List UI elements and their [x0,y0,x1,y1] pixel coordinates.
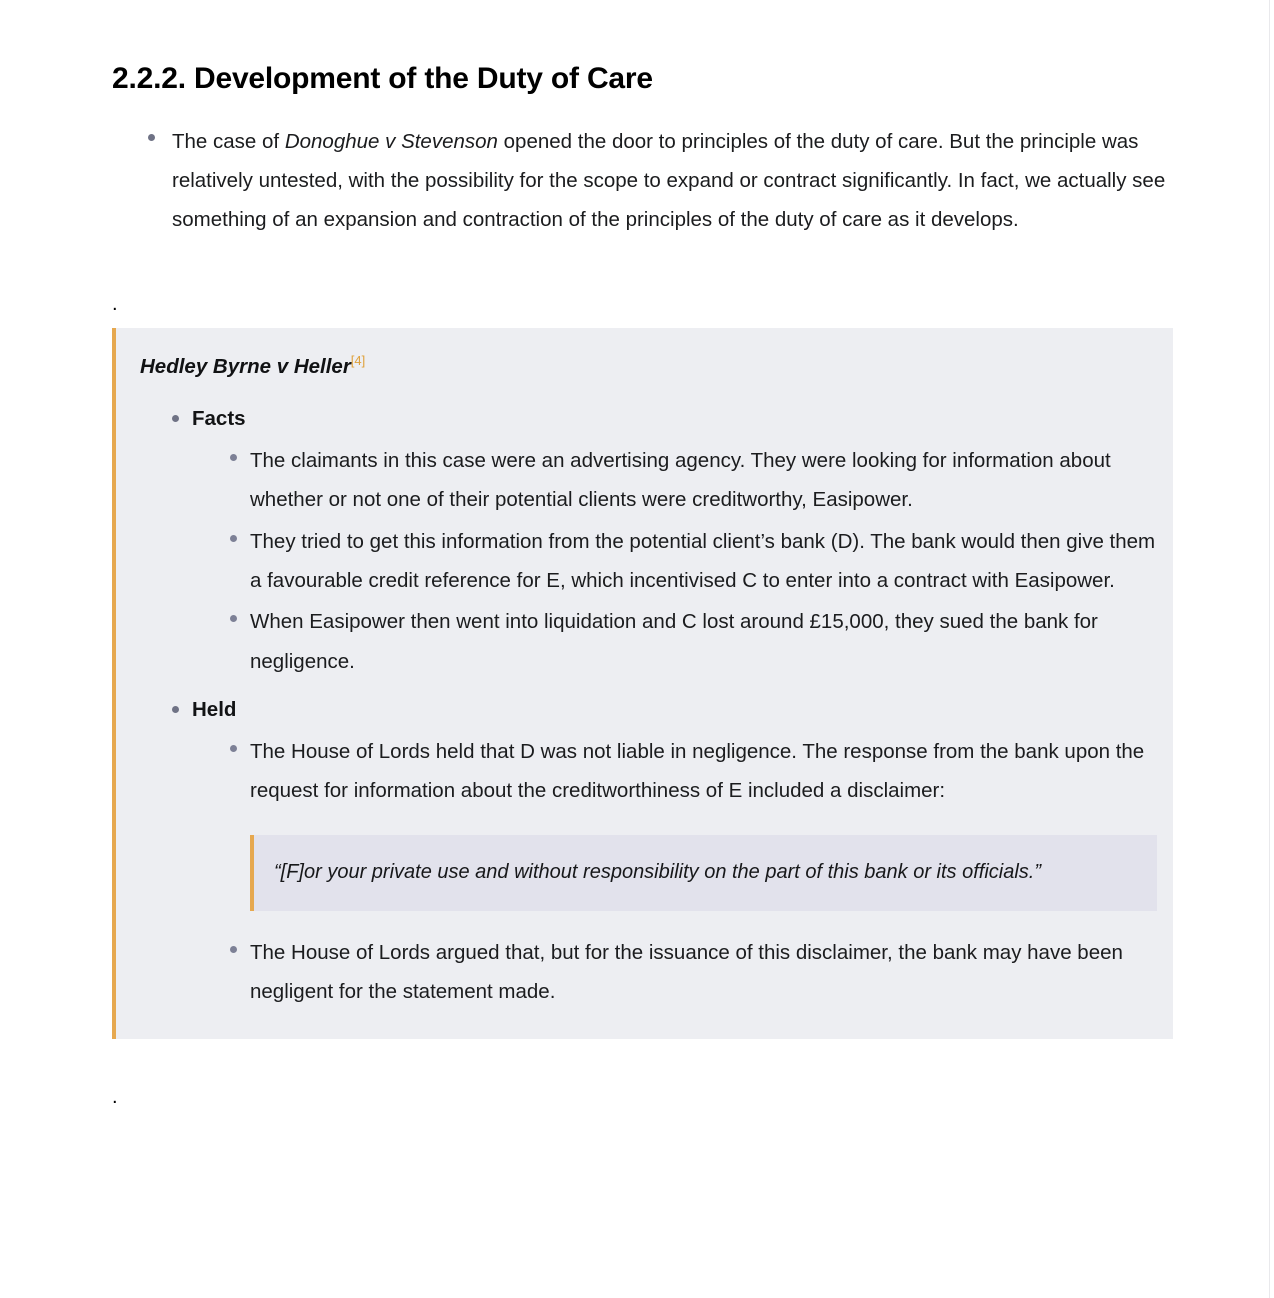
facts-point-3: When Easipower then went into liquidation and C lost around £15,000, they sued the bank for negligence. [250,610,1098,673]
separator-marker-top: . [112,292,118,315]
list-item [136,404,1157,681]
list-item [192,602,1157,681]
intro-paragraph [172,122,1166,240]
list-item [112,122,1166,240]
facts-point-1: The claimants in this case were an advertising agency. They were looking for information about whether or not one of their potential clients were creditworthy, Easipower. [250,448,1111,512]
case-sections-list [136,404,1157,1011]
held-point-2: The House of Lords argued that, but for the issuance of this disclaimer, the bank may have been negligent for the statement made. [250,940,1123,1003]
facts-point-2: They tried to get this information from the potential client’s bank (D). The bank would then give them a favourable credit reference for E, which incentivised C to enter into a contract with Easipower. [250,529,1156,593]
intro-bullet-list [112,122,1166,240]
footnote-reference-link[interactable]: [4] [350,352,366,368]
case-card-title-text: Hedley Byrne v Heller [140,354,351,378]
disclaimer-blockquote [250,835,1157,911]
held-points-list [192,732,1157,1011]
intro-segment-tail: opened the door to principles of the duty of care. But the principle was relatively untested, with the possibility for the scope to expand or contract significantly. In fact, we actually see something of an expansion and contraction of the principles of the duty of care as it develops. [172,129,1166,232]
list-item [136,695,1157,1011]
list-item [192,933,1157,1012]
list-item [192,441,1157,520]
intro-segment-lead: The case of [172,129,285,153]
separator-marker-bottom: . [112,1086,118,1109]
list-item [192,522,1157,601]
facts-points-list [192,441,1157,681]
page-right-edge-rule [1269,0,1270,1298]
case-card-title [136,354,1157,381]
case-citation-donoghue: Donoghue v Stevenson [284,129,498,153]
case-section-label-facts: Facts [192,407,246,431]
list-item [192,732,1157,911]
case-section-label-held: Held [192,698,237,722]
held-point-1: The House of Lords held that D was not liable in negligence. The response from the bank upon the request for information about the creditworthiness of E included a disclaimer: [250,739,1145,803]
case-card [112,328,1173,1040]
disclaimer-quote-text: “[F]or your private use and without responsibility on the part of this bank or its officials.” [274,860,1042,883]
page-title: 2.2.2. Development of the Duty of Care [112,62,653,95]
